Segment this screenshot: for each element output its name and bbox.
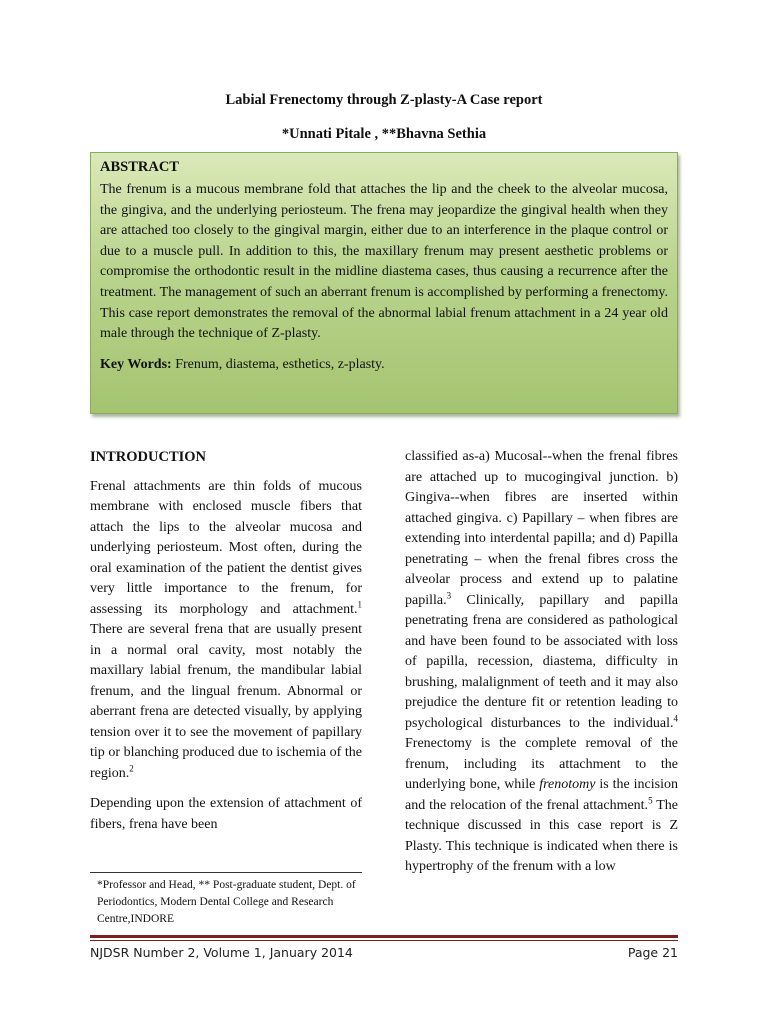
footer-rule-thin xyxy=(90,940,678,941)
right-column xyxy=(405,447,678,878)
citation-3: 3 xyxy=(446,589,452,600)
citation-5: 5 xyxy=(648,794,653,805)
abstract-heading: ABSTRACT xyxy=(100,159,179,175)
paper-authors: *Unnati Pitale , **Bhavna Sethia xyxy=(281,126,487,142)
abstract-body: The frenum is a mucous membrane fold that attaches the lip and the cheek to the alveolar mucosa, the gingiva, and the underlying periosteum. The frena may jeopardize the gingival health when they are attached too closely to the gingival margin, either due to an interference in the plaque control or due to a muscle pull. In addition to this, the maxillary frenum may present aesthetic problems or compromise the orthodontic result in the midline diastema cases, thus causing a recurrence after the treatment. The management of such an aberrant frenum is accomplished by performing a frenectomy. This case report demonstrates the removal of the abnormal labial frenum attachment in a 24 year old male through the technique of Z-plasty. xyxy=(100,182,668,342)
footer-journal: NJDSR Number 2, Volume 1, January 2014 xyxy=(90,945,353,960)
citation-4: 4 xyxy=(673,712,678,723)
right-text-4: is the incision and the relocation of the frenal attachment. xyxy=(405,777,678,813)
footnote-rule xyxy=(90,872,362,873)
introduction-heading: INTRODUCTION xyxy=(90,449,207,465)
intro-paragraph-1 xyxy=(90,477,362,785)
citation-1: 1 xyxy=(357,598,362,609)
intro-p1-text-b: There are several frena that are usually present in a normal oral cavity, most notably the maxillary labial frenum, the mandibular labial frenum, and the lingual frenum. Abnormal or aberrant frena are detected visually, by applying tension over it to see the movement of papillary tip or blanching produced due to ischemia of the region. xyxy=(90,622,362,781)
footnote: *Professor and Head, ** Post-graduate student, Dept. of Periodontics, Modern Dental College and Research Centre,INDORE xyxy=(97,879,356,925)
left-column xyxy=(90,447,362,835)
frenotomy-term: frenotomy xyxy=(539,777,596,792)
right-text-2: Clinically, papillary and papilla penetrating frena are considered as pathological and have been found to be associated with loss of papilla, recession, diastema, difficulty in brushing, malalignment of teeth and it may also prejudice the denture fit or retention leading to psychological disturbances to the individual. xyxy=(405,592,678,731)
right-text-5: The technique discussed in this case report is Z Plasty. This technique is indicated when there is hypertrophy of the frenum with a low xyxy=(405,797,678,874)
intro-paragraph-2: Depending upon the extension of attachment of fibers, frena have been xyxy=(90,796,362,832)
paper-title: Labial Frenectomy through Z-plasty-A Case report xyxy=(225,92,543,108)
keywords-text: Frenum, diastema, esthetics, z-plasty. xyxy=(175,356,385,372)
citation-2: 2 xyxy=(129,762,134,773)
footer-page-number: Page 21 xyxy=(627,945,678,960)
right-paragraph xyxy=(405,447,678,878)
footer-rule-thick xyxy=(90,935,678,938)
intro-p1-text-a: Frenal attachments are thin folds of mucous membrane with enclosed muscle fibers that attach the lips to the alveolar mucosa and underlying periosteum. Most often, during the oral examination of the patient the dentist gives very little importance to the frenum, for assessing its morphology and attachment. xyxy=(90,478,362,617)
abstract-box xyxy=(90,152,678,414)
keywords-label: Key Words: xyxy=(100,356,172,372)
right-text-3: Frenectomy is the complete removal of the frenum, including its attachment to the underlying bone, while xyxy=(405,736,678,792)
keywords xyxy=(100,357,668,373)
right-text-1: classified as-a) Mucosal--when the frenal fibres are attached up to mucogingival junction. b) Gingiva--when fibres are inserted within attached gingiva. c) Papillary – when fibres are extending into interdental papilla; and d) Papilla penetrating – when the frenal fibres cross the alveolar process and extend up to palatine papilla. xyxy=(405,449,678,608)
